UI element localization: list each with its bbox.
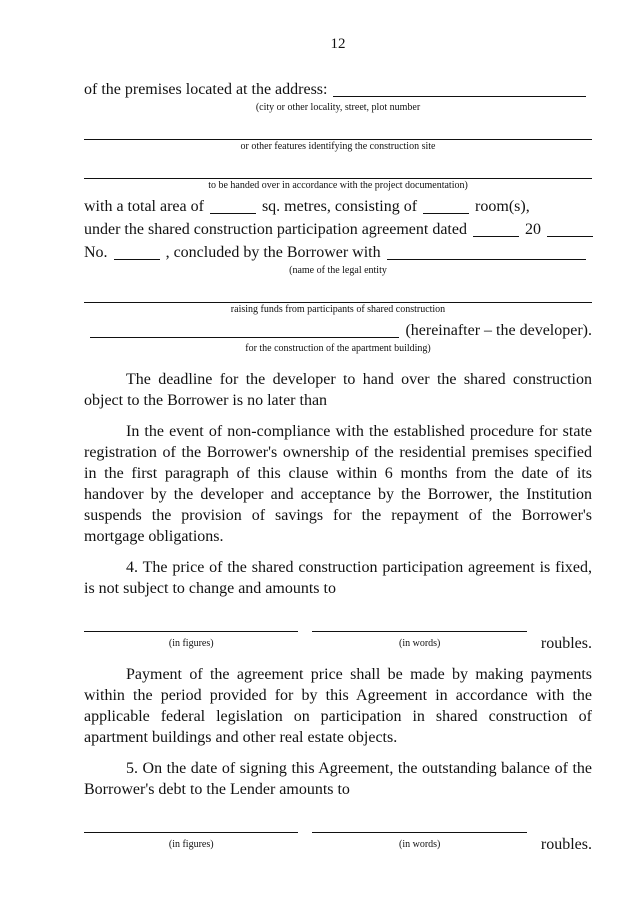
price-digits-hint: (in figures)	[168, 638, 214, 649]
handover-deadline-paragraph: The deadline for the developer to hand over the shared construction object to the Borrower is no later than	[84, 371, 592, 409]
area-label-c: room(s),	[475, 198, 530, 215]
address-hint-1: (city or other locality, street, plot number	[255, 102, 421, 113]
contract-date-row	[84, 219, 592, 240]
number-label: No.	[84, 244, 108, 261]
price-words-hint: (in words)	[398, 638, 441, 649]
price-words-col	[312, 613, 526, 654]
contract-day-blank	[473, 219, 519, 237]
area-label-a: with a total area of	[84, 198, 204, 215]
address-blank-2	[84, 118, 592, 140]
developer-name-blank-2	[84, 281, 592, 303]
balance-digits-blank	[84, 814, 298, 833]
address-label: of the premises located at the address:	[84, 81, 328, 98]
balance-words-col	[312, 814, 526, 855]
developer-name-blank	[387, 242, 586, 260]
payment-paragraph: Payment of the agreement price shall be made by making payments within the period provided for by this Agreement in accordance with the applicable federal legislation on participation in shared construction of apartment buildings and other real estate objects.	[84, 666, 592, 746]
price-paragraph: 4. The price of the shared construction participation agreement is fixed, is not subject to change and amounts to	[84, 559, 592, 597]
price-digits-blank	[84, 613, 298, 632]
concluded-label: , concluded by the Borrower with	[165, 244, 381, 261]
address-blank	[333, 79, 586, 97]
area-blank	[210, 196, 256, 214]
developer-hint-2: raising funds from participants of shared construction	[230, 304, 446, 315]
balance-words-blank	[312, 814, 526, 833]
developer-label: (hereinafter – the developer).	[405, 322, 592, 339]
developer-row	[84, 320, 592, 341]
area-label-b: sq. metres, consisting of	[261, 198, 418, 215]
year-prefix: 20	[524, 221, 541, 238]
developer-hint-1: (name of the legal entity	[289, 265, 387, 276]
balance-words-hint: (in words)	[398, 839, 441, 850]
contract-number-blank	[114, 242, 160, 260]
contract-number-row	[84, 242, 592, 263]
suspension-paragraph: In the event of non-compliance with the established procedure for state registration of the Borrower's ownership of the residential premises specified in the first paragraph of this clause within 6 months from the date of its handover by the developer and acceptance by the Borrower, the Institution suspends the provision of savings for the repayment of the Borrower's mortgage obligations.	[84, 423, 592, 545]
balance-paragraph: 5. On the date of signing this Agreement, the outstanding balance of the Borrower's debt to the Lender amounts to	[84, 760, 592, 798]
rooms-blank	[423, 196, 469, 214]
developer-name-blank-3	[90, 320, 399, 338]
contract-label: under the shared construction participation agreement dated	[84, 221, 467, 238]
price-amount-row	[84, 613, 592, 654]
balance-digits-hint: (in figures)	[168, 839, 214, 850]
price-words-blank	[312, 613, 526, 632]
price-digits-col	[84, 613, 298, 654]
page-number: 12	[330, 36, 346, 52]
address-hint-2: or other features identifying the construction site	[240, 141, 436, 152]
address-blank-3	[84, 157, 592, 179]
area-row	[84, 196, 592, 217]
address-hint-3: to be handed over in accordance with the project documentation)	[208, 180, 468, 191]
balance-currency: roubles.	[540, 836, 593, 853]
developer-hint-3: for the construction of the apartment building)	[245, 343, 431, 354]
balance-amount-row	[84, 814, 592, 855]
price-currency: roubles.	[540, 635, 593, 652]
contract-year-blank	[547, 219, 593, 237]
address-row	[84, 79, 592, 100]
balance-digits-col	[84, 814, 298, 855]
